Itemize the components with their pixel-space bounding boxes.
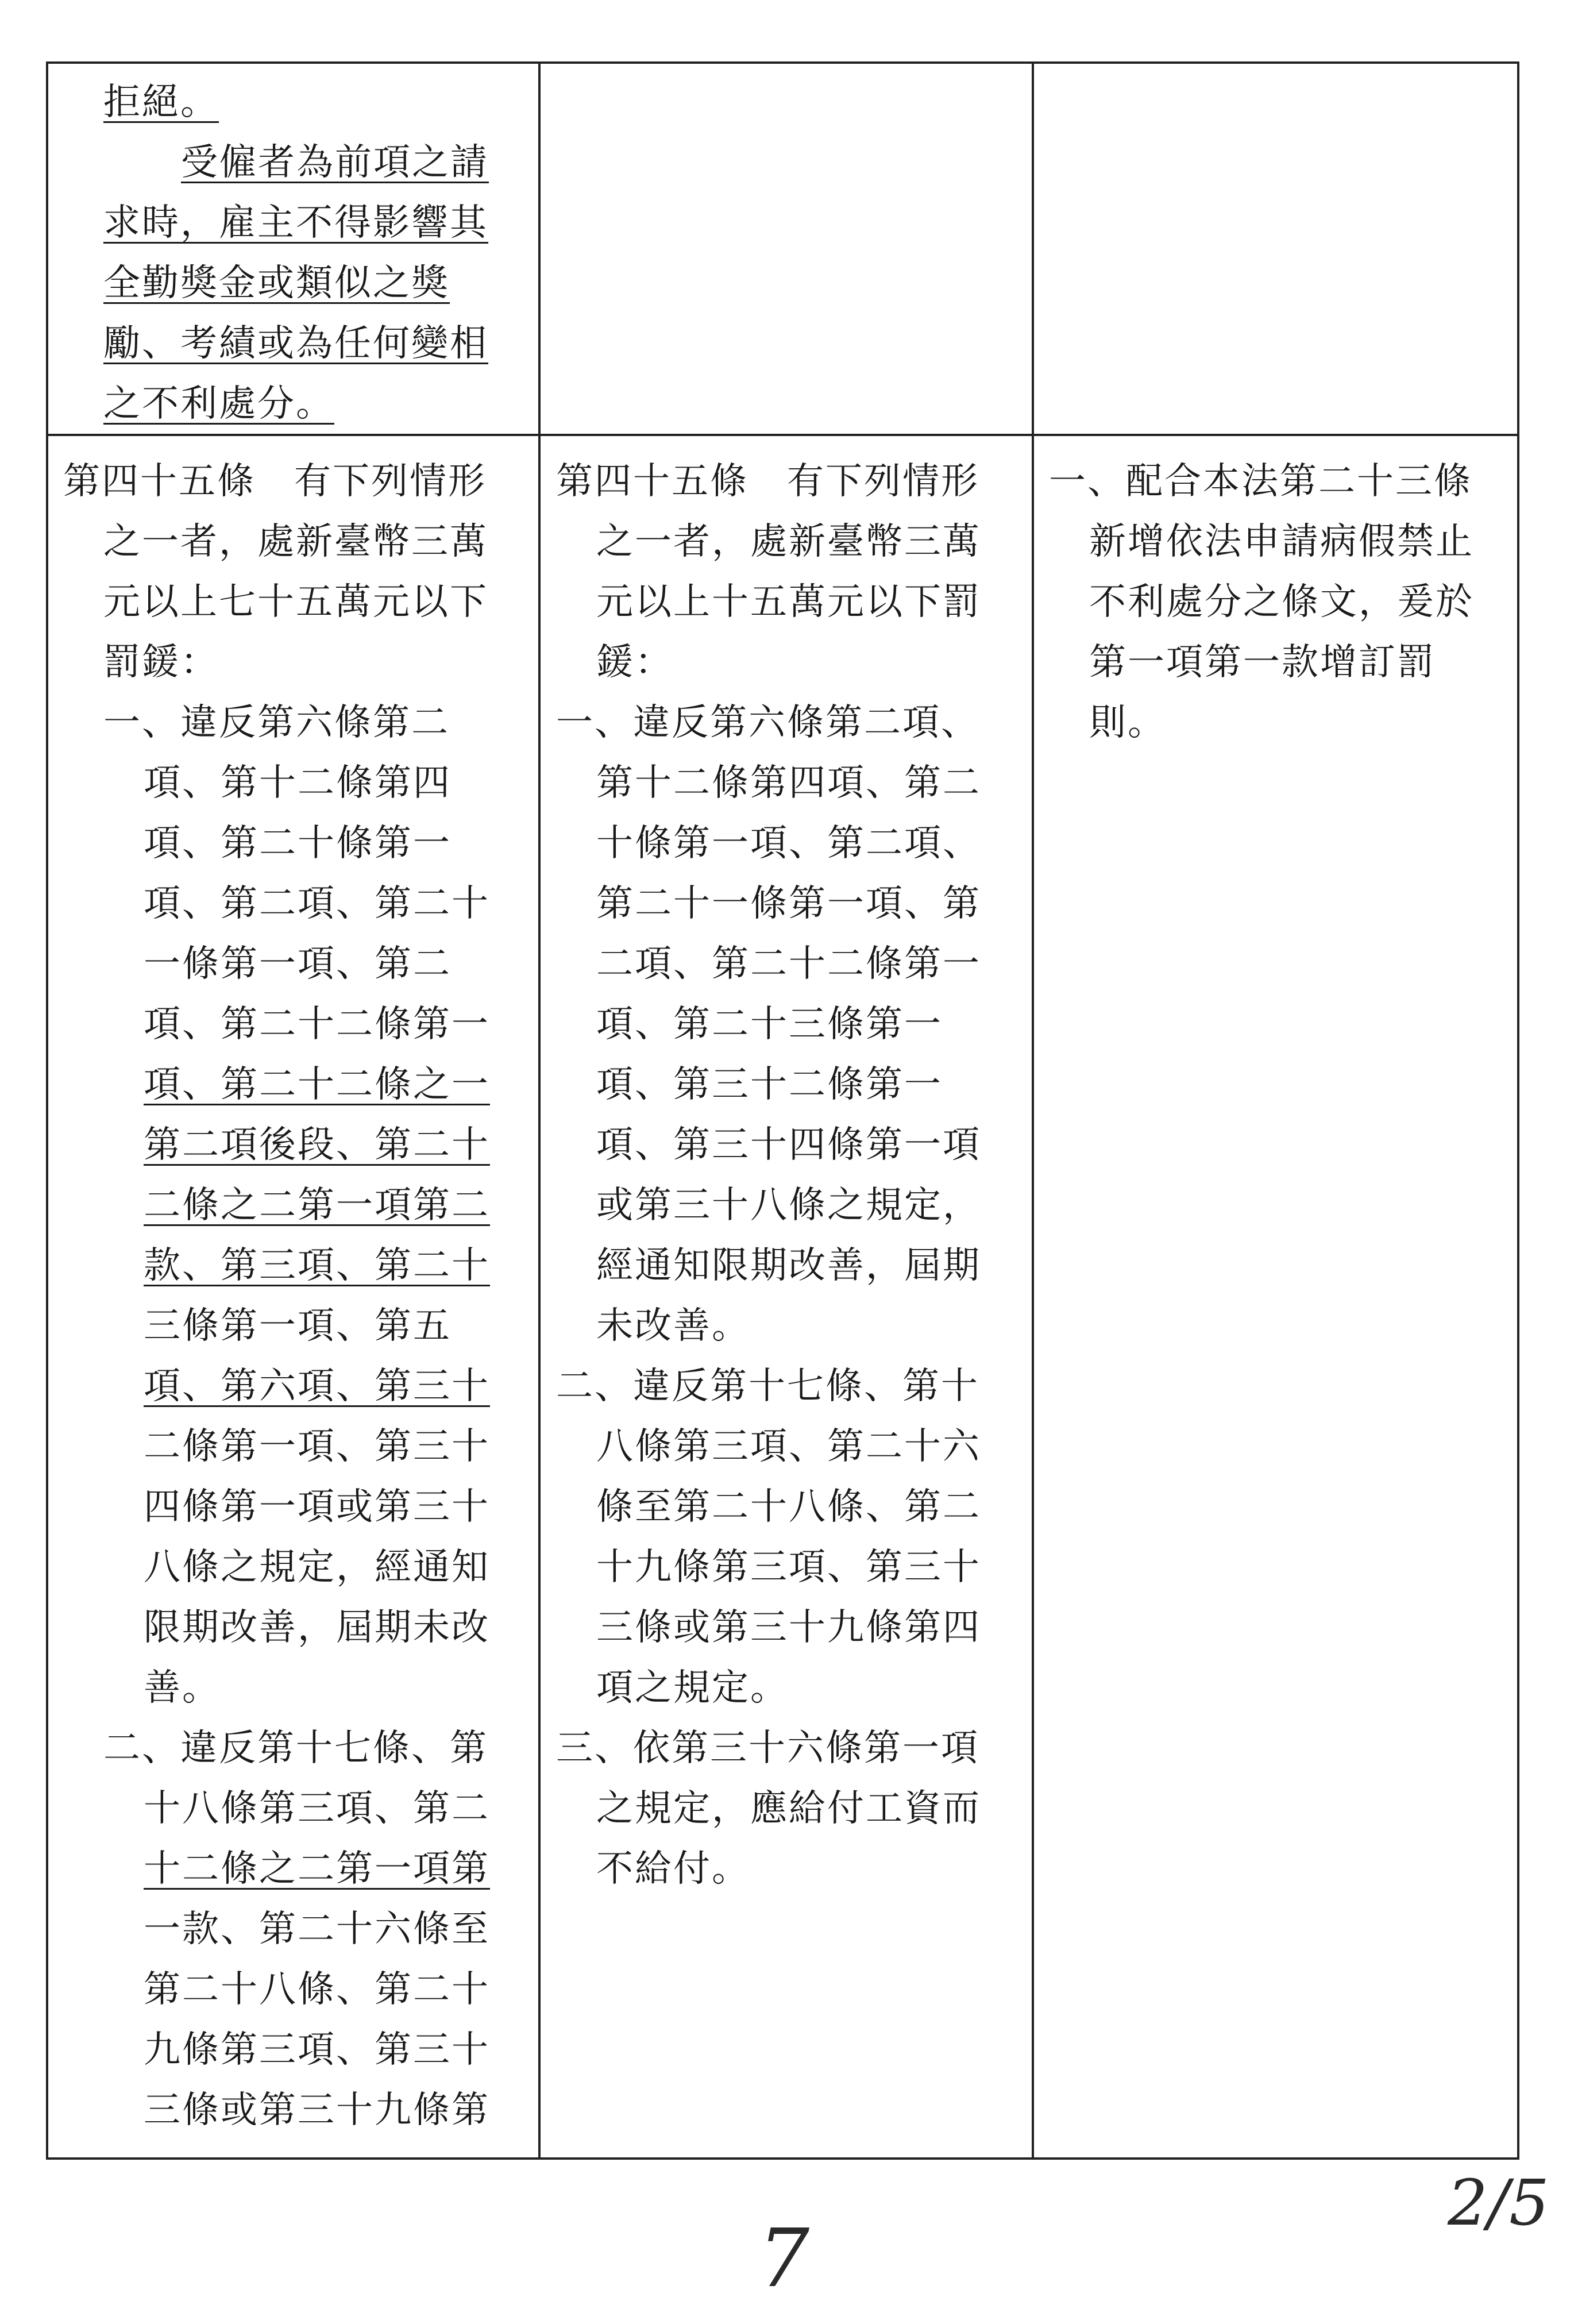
item-1-line: 第十二條第四項、第二 [596,762,981,804]
amended-article-45-cell [63,452,537,2155]
item-1-line: 三條第一項、第五 [144,1305,452,1347]
text-line: 元以上七十五萬元以下 [103,581,488,623]
table-top-border [46,61,1519,64]
item-1-line: 項、第二項、第二十 [144,882,490,925]
text-line: 之不利處分。 [103,383,334,425]
item-2-line: 條至第二十八條、第二 [596,1486,981,1528]
explanation-line: 第一項第一款增訂罰 [1089,641,1436,684]
item-2-line: 第二十八條、第二十 [144,1968,490,2011]
item-1-line: 一、違反第六條第二項、 [556,702,979,744]
item-1-line: 二條第一項、第三十 [144,1425,490,1468]
item-1-line: 經通知限期改善，屆期 [596,1244,981,1287]
text-line: 罰鍰： [103,641,219,684]
table-left-border [46,61,48,2160]
item-1-line: 項、第二十條第一 [144,822,452,865]
page-number: 7 [758,2212,810,2306]
item-2-line: 八條第三項、第二十六 [596,1425,981,1468]
item-1-line: 項、第三十二條第一 [596,1063,943,1106]
explanation-line: 則。 [1089,702,1166,744]
item-1-line: 一條第一項、第二 [144,943,452,985]
current-article-45-cell [556,452,1030,2155]
text-line: 鍰： [596,641,673,684]
column-divider-1 [538,61,541,2160]
explanation-line: 新增依法申請病假禁止 [1089,521,1474,563]
item-1-line-amended: 項、第六項、第三十 [144,1365,490,1408]
item-1-line: 二項、第二十二條第一 [596,943,981,985]
item-2-line: 三條或第三十九條第四 [596,1606,981,1649]
article-heading: 第四十五條 有下列情形 [63,460,487,503]
text-line: 受僱者為前項之請 [181,141,489,184]
item-2-line: 十九條第三項、第三十 [596,1546,981,1589]
explanation-line: 不利處分之條文，爰於 [1089,581,1474,623]
explanation-cell [1049,452,1511,753]
item-3-line: 三、依第三十六條第一項 [556,1727,979,1770]
text-line: 之一者，處新臺幣三萬 [103,521,488,563]
item-1-line: 未改善。 [596,1305,750,1347]
item-3-line: 之規定，應給付工資而 [596,1787,981,1830]
text-line: 元以上十五萬元以下罰 [596,581,981,623]
item-1-line: 項、第二十二條第一 [144,1003,490,1046]
text-line: 求時，雇主不得影響其 [103,202,488,244]
sheet-mark: 2/5 [1448,2166,1550,2240]
item-1-line: 善。 [144,1667,221,1709]
item-1-line: 或第三十八條之規定， [596,1184,981,1227]
item-1-line: 項、第二十三條第一 [596,1003,943,1046]
item-1-line: 第二十一條第一項、第 [596,882,981,925]
item-1-line-amended: 第二項後段、第二十 [144,1124,490,1166]
item-2-line-amended: 十二條之二第一項第 [144,1848,490,1890]
item-2-line: 十八條第三項、第二 [144,1787,490,1830]
item-1-line: 十條第一項、第二項、 [596,822,981,865]
item-2-line: 九條第三項、第三十 [144,2029,490,2071]
item-1-line: 項、第十二條第四 [144,762,452,804]
article-heading: 第四十五條 有下列情形 [556,460,979,503]
table-right-border [1517,61,1519,2160]
text-line: 勵、考績或為任何變相 [103,322,488,365]
column-divider-2 [1032,61,1034,2160]
item-1-line-amended: 項、第二十二條之一 [144,1063,490,1106]
item-3-line: 不給付。 [596,1848,750,1890]
item-1-line-amended: 款、第三項、第二十 [144,1244,490,1287]
text-line: 之一者，處新臺幣三萬 [596,521,981,563]
item-1-line: 四條第一項或第三十 [144,1486,490,1528]
item-1-line: 一、違反第六條第二 [103,702,450,744]
item-2-line: 二、違反第十七條、第十 [556,1365,979,1408]
row1-col1-cell [63,72,534,434]
item-1-line: 限期改善，屆期未改 [144,1606,490,1649]
item-1-line-amended: 二條之二第一項第二 [144,1184,490,1227]
item-2-line: 三條或第三十九條第 [144,2089,490,2132]
explanation-line: 一、配合本法第二十三條 [1049,460,1472,503]
item-2-line: 項之規定。 [596,1667,789,1709]
item-1-line: 八條之規定，經通知 [144,1546,490,1589]
item-1-line: 項、第三十四條第一項 [596,1124,981,1166]
item-2-line: 一款、第二十六條至 [144,1908,490,1951]
text-line: 拒絕。 [103,81,219,124]
text-line: 全勤獎金或類似之獎 [103,262,450,305]
item-2-line: 二、違反第十七條、第 [103,1727,488,1770]
table-bottom-border [46,2157,1519,2160]
